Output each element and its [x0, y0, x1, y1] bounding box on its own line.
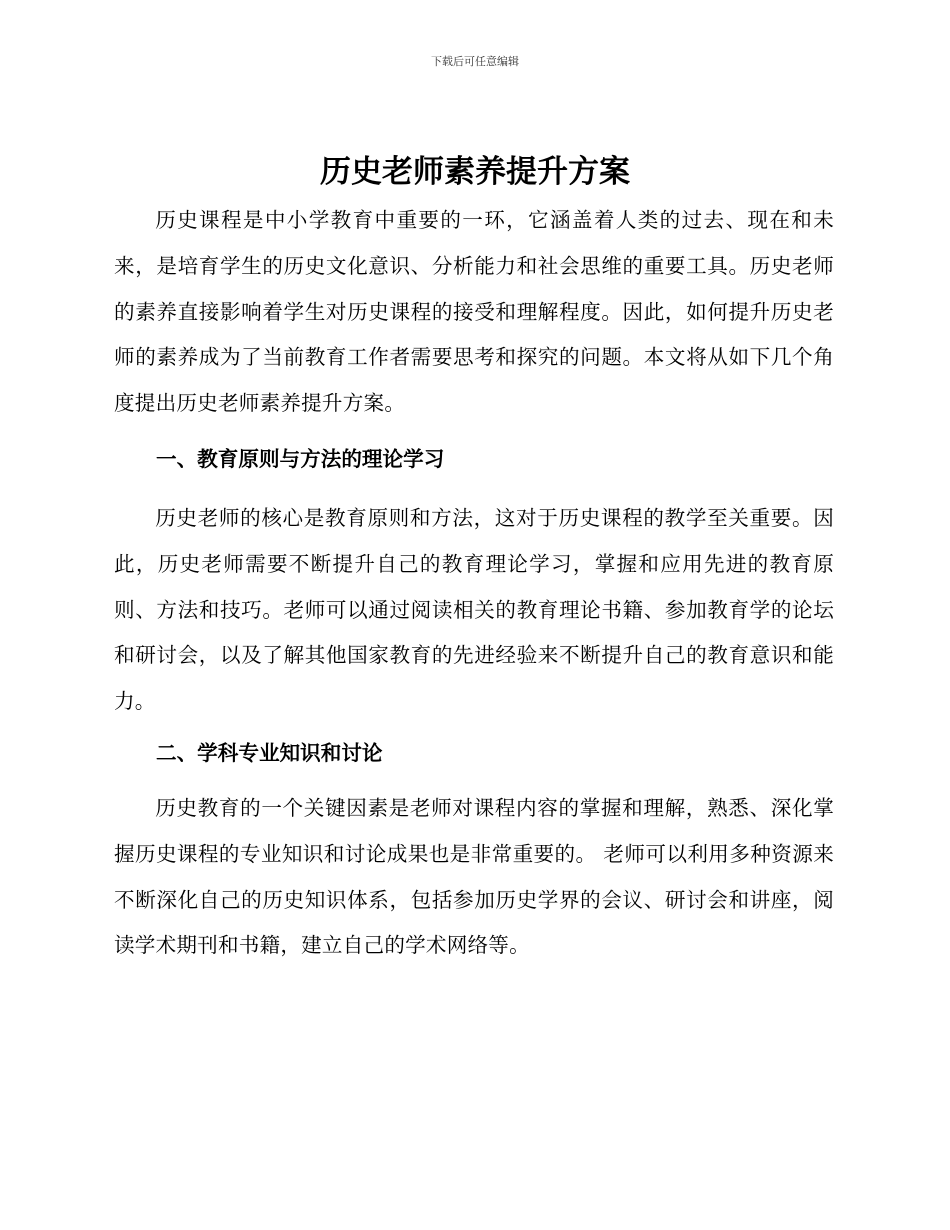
document-title: 历史老师素养提升方案 [320, 154, 630, 190]
intro-paragraph: 历史课程是中小学教育中重要的一环，它涵盖着人类的过去、现在和未来，是培育学生的历史文化意识、分析能力和社会思维的重要工具。历史老师的素养直接影响着学生对历史课程的接受和理解程度。因此，如何提升历史老师的素养成为了当前教育工作者需要思考和探究的问题。本文将从如下几个角度提出历史老师素养提升方案。 [114, 208, 834, 416]
header-note: 下载后可任意编辑 [431, 55, 519, 68]
section-heading-2: 二、学科专业知识和讨论 [156, 741, 383, 765]
section-heading-1: 一、教育原则与方法的理论学习 [156, 447, 445, 471]
section-1-paragraph: 历史老师的核心是教育原则和方法，这对于历史课程的教学至关重要。因此，历史老师需要不断提升自己的教育理论学习，掌握和应用先进的教育原则、方法和技巧。老师可以通过阅读相关的教育理论书籍、参加教育学的论坛和研讨会，以及了解其他国家教育的先进经验来不断提升自己的教育意识和能力。 [114, 506, 834, 714]
section-2-paragraph: 历史教育的一个关键因素是老师对课程内容的掌握和理解，熟悉、深化掌握历史课程的专业知识和讨论成果也是非常重要的。 老师可以利用多种资源来不断深化自己的历史知识体系，包括参加历史学界的会议、研讨会和讲座，阅读学术期刊和书籍，建立自己的学术网络等。 [114, 796, 834, 958]
